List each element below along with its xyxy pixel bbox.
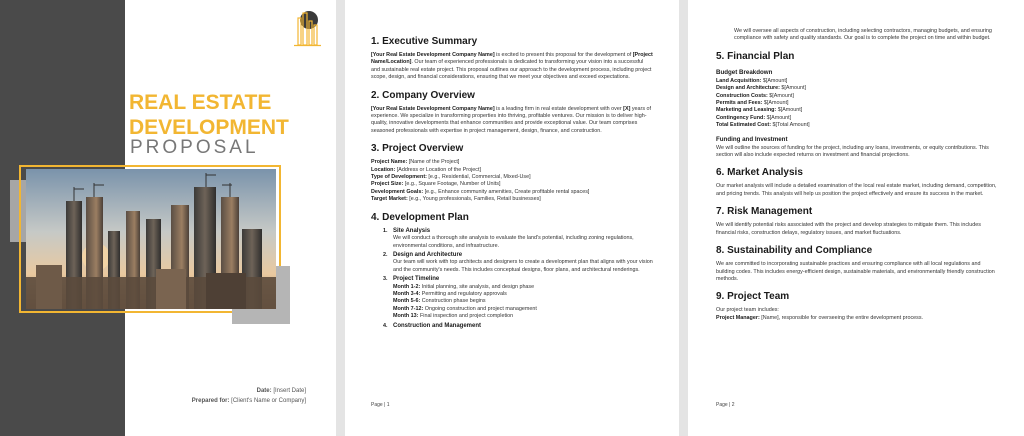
plan-item-title: Design and Architecture bbox=[393, 251, 463, 258]
field-label: Type of Development: bbox=[371, 174, 427, 181]
plan-item-title: Site Analysis bbox=[393, 227, 431, 234]
plan-item-title: Construction and Management bbox=[393, 322, 482, 329]
field-value: [e.g., Enhance community amenities, Create profitable rental spaces] bbox=[423, 188, 590, 195]
budget-value: $[Amount] bbox=[762, 100, 789, 107]
section-heading: 7. Risk Management bbox=[716, 206, 813, 218]
cover-title bbox=[129, 90, 289, 140]
plan-item-timeline bbox=[383, 276, 653, 320]
timeline-row bbox=[393, 284, 653, 291]
budget-value: $[Amount] bbox=[767, 92, 794, 99]
timeline-label: Month 13: bbox=[393, 313, 419, 320]
field-value: [Address or Location of the Project] bbox=[395, 166, 481, 173]
budget-list bbox=[716, 78, 998, 130]
budget-label: Total Estimated Cost: bbox=[716, 122, 772, 129]
section-heading: 2. Company Overview bbox=[371, 89, 475, 101]
timeline-row bbox=[393, 291, 653, 298]
timeline-label: Month 3-4: bbox=[393, 290, 421, 297]
timeline-value: Initial planning, site analysis, and design phase bbox=[420, 283, 535, 290]
text-run: . Our team of experienced professionals is dedicated to transforming your vision into a successful and sustainable real estate project. This proposal outlines our approach to the development process, including project scope, design, and financial considerations, ensuring that we meet your objectives and exceed expectations. bbox=[371, 59, 652, 81]
plan-item-number: 4. bbox=[383, 322, 388, 329]
timeline-row bbox=[393, 306, 653, 313]
timeline-value: Ongoing construction and project management bbox=[423, 305, 537, 312]
budget-value: $[Amount] bbox=[761, 77, 788, 84]
timeline-value: Final inspection and project completion bbox=[418, 313, 514, 320]
team-role-label: Project Manager: bbox=[716, 314, 760, 321]
cover-meta bbox=[192, 386, 306, 406]
timeline-value: Construction phase begins bbox=[420, 298, 486, 305]
project-field bbox=[371, 189, 653, 196]
budget-row bbox=[716, 93, 998, 100]
team-intro: Our project team includes: bbox=[716, 307, 779, 314]
executive-summary-text bbox=[371, 52, 653, 82]
field-label: Project Name: bbox=[371, 159, 408, 166]
project-field bbox=[371, 196, 653, 203]
budget-row bbox=[716, 115, 998, 122]
cover-title-line1: REAL ESTATE bbox=[129, 91, 272, 114]
page-1-content bbox=[371, 28, 653, 330]
cover-page bbox=[0, 0, 336, 436]
timeline-value: Permitting and regulatory approvals bbox=[420, 290, 507, 297]
budget-label: Design and Architecture: bbox=[716, 85, 780, 92]
plan-item-number: 1. bbox=[383, 227, 388, 234]
budget-label: Contingency Fund: bbox=[716, 114, 766, 121]
plan-item-number: 3. bbox=[383, 276, 388, 283]
plan-item-number: 2. bbox=[383, 251, 388, 258]
years-placeholder: [X] bbox=[623, 105, 631, 112]
page-2-content bbox=[716, 0, 998, 322]
section-heading: 8. Sustainability and Compliance bbox=[716, 245, 873, 257]
plan-item bbox=[383, 252, 653, 274]
cover-prepared-value: [Client's Name or Company] bbox=[231, 398, 306, 404]
field-value: [Name of the Project] bbox=[407, 159, 460, 166]
funding-text: We will outline the sources of funding for the project, including any loans, investments, or equity contributions. This section will also include expected returns on investment and financial projections. bbox=[716, 144, 989, 159]
city-skyline-image bbox=[26, 169, 276, 309]
cover-prepared-label: Prepared for: bbox=[191, 398, 230, 404]
timeline-list bbox=[393, 284, 653, 321]
timeline-row bbox=[393, 298, 653, 305]
budget-label: Construction Costs: bbox=[716, 92, 768, 99]
page-number: Page | 2 bbox=[716, 402, 735, 408]
text-run: is excited to present this proposal for the development of bbox=[494, 52, 633, 58]
team-role-desc: [Name], responsible for overseeing the entire development process. bbox=[759, 314, 924, 321]
project-placeholder: [Project Name/Location] bbox=[371, 52, 653, 66]
budget-label: Marketing and Leasing: bbox=[716, 107, 777, 114]
cover-prepared-for bbox=[192, 396, 306, 406]
building-logo-icon bbox=[290, 9, 325, 49]
project-field bbox=[371, 167, 653, 174]
risk-management-text: We will identify potential risks associated with the project and develop strategies to mitigate them. This includes financial risks, construction delays, regulatory issues, and market fluctuations. bbox=[716, 222, 981, 236]
text-run: is a leading firm in real estate development with over bbox=[494, 105, 624, 112]
budget-value: $[Total Amount] bbox=[771, 122, 810, 129]
plan-item bbox=[383, 228, 653, 250]
page-number: Page | 1 bbox=[371, 402, 390, 408]
budget-value: $[Amount] bbox=[765, 114, 792, 121]
timeline-row bbox=[393, 313, 653, 320]
section-heading: 6. Market Analysis bbox=[716, 167, 803, 179]
cover-date bbox=[192, 386, 306, 396]
market-analysis-text: Our market analysis will include a detailed examination of the local real estate market, including demand, competition, and pricing trends. This analysis will help us position the project effectively and ensure its success in the market. bbox=[716, 183, 997, 197]
plan-item-desc: We will conduct a thorough site analysis to evaluate the land's potential, including zoning regulations, environmental conditions, and infrastructure. bbox=[393, 235, 634, 249]
plan-item-desc: Our team will work with top architects and designers to create a development plan that aligns with your vision and the community's needs. This includes conceptual designs, floor plans, and architectural renderings. bbox=[393, 259, 653, 273]
project-field bbox=[371, 174, 653, 181]
project-field bbox=[371, 159, 653, 166]
field-value: [e.g., Young professionals, Families, Retail businesses] bbox=[407, 196, 541, 203]
sustainability-text: We are committed to incorporating sustainable practices and ensuring compliance with all local regulations and building codes. This includes energy-efficient design, sustainable materials, and environmentally friendly construction methods. bbox=[716, 261, 995, 282]
budget-row bbox=[716, 122, 998, 129]
timeline-label: Month 7-12: bbox=[393, 305, 424, 312]
company-overview-text bbox=[371, 106, 653, 136]
section-heading: 9. Project Team bbox=[716, 291, 790, 303]
field-label: Target Market: bbox=[371, 196, 408, 203]
plan-item bbox=[383, 323, 653, 330]
budget-value: $[Amount] bbox=[776, 107, 803, 114]
budget-row bbox=[716, 78, 998, 85]
subsection-heading: Budget Breakdown bbox=[716, 68, 773, 76]
section-heading: 1. Executive Summary bbox=[371, 36, 478, 47]
field-label: Location: bbox=[371, 166, 396, 173]
subsection-heading: Funding and Investment bbox=[716, 135, 788, 143]
budget-value: $[Amount] bbox=[779, 85, 806, 92]
cover-subtitle: PROPOSAL bbox=[130, 137, 259, 158]
budget-label: Permits and Fees: bbox=[716, 100, 763, 107]
section-heading: 4. Development Plan bbox=[371, 211, 469, 223]
cover-title-line2: DEVELOPMENT bbox=[129, 116, 289, 139]
cover-date-label: Date: bbox=[256, 388, 272, 394]
company-placeholder: [Your Real Estate Development Company Name] bbox=[371, 52, 495, 58]
company-placeholder: [Your Real Estate Development Company Name] bbox=[371, 105, 495, 112]
field-label: Project Size: bbox=[371, 181, 404, 188]
field-value: [e.g., Residential, Commercial, Mixed-Use] bbox=[426, 174, 531, 181]
budget-row bbox=[716, 85, 998, 92]
project-overview-list bbox=[371, 159, 653, 203]
text-run: years of experience. We specialize in transforming properties into thriving, profitable ventures. Our mission is to deliver high-quality, innovative developments that enhance communities and provide exceptional value. Our team comprises seasoned professionals with expertise in project management, design, finance, and construction. bbox=[371, 105, 652, 134]
budget-row bbox=[716, 107, 998, 114]
plan-item-title: Project Timeline bbox=[393, 276, 440, 283]
timeline-label: Month 1-2: bbox=[393, 283, 421, 290]
project-field bbox=[371, 181, 653, 188]
field-value: [e.g., Square Footage, Number of Units] bbox=[403, 181, 501, 188]
team-member bbox=[716, 315, 998, 322]
field-label: Development Goals: bbox=[371, 188, 424, 195]
construction-management-text: We will oversee all aspects of construction, including selecting contractors, managing budgets, and ensuring compliance with safety and quality standards. Our goal is to complete the project on time and within budget. bbox=[734, 28, 992, 42]
section-heading: 5. Financial Plan bbox=[716, 50, 795, 62]
timeline-label: Month 5-6: bbox=[393, 298, 421, 305]
section-heading: 3. Project Overview bbox=[371, 143, 464, 155]
budget-row bbox=[716, 100, 998, 107]
page-1 bbox=[345, 0, 679, 436]
cover-date-value: [Insert Date] bbox=[273, 388, 306, 394]
page-2 bbox=[688, 0, 1024, 436]
budget-label: Land Acquisition: bbox=[716, 77, 762, 84]
